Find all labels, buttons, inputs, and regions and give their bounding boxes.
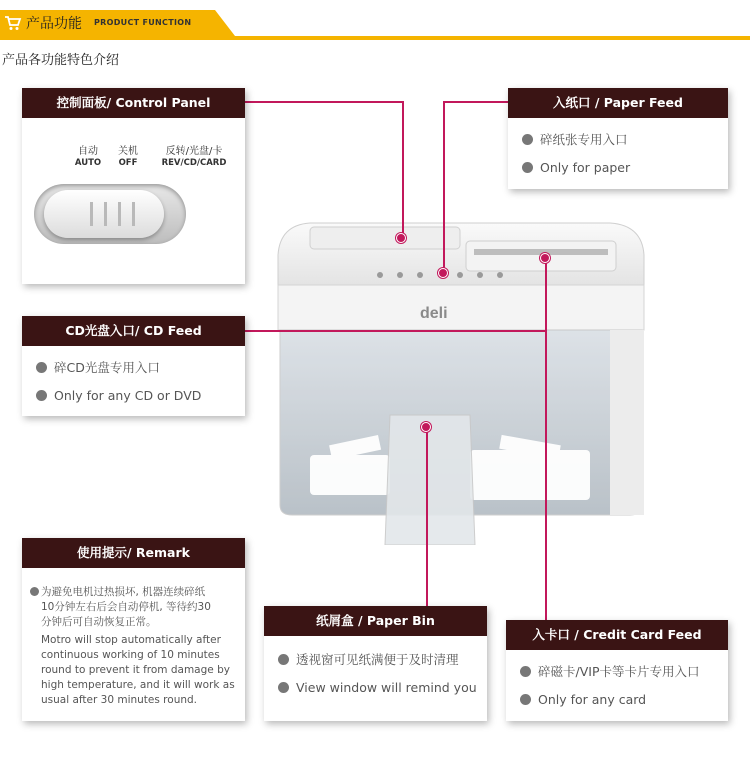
bullet-icon [522, 134, 533, 145]
switch-knob[interactable] [44, 190, 164, 238]
bullet-icon [36, 362, 47, 373]
remark-en-line: continuous working of 10 minutes [41, 649, 220, 661]
switch-rib [104, 202, 107, 226]
card-feed-item: 碎磁卡/VIP卡等卡片专用入口 [520, 662, 700, 680]
card-feed-item: Only for any card [520, 692, 646, 707]
bullet-icon [36, 390, 47, 401]
brand-logo: deli [420, 305, 448, 322]
switch-rib [118, 202, 121, 226]
header-underline [0, 36, 750, 40]
remark-en-line: usual after 30 minutes round. [41, 694, 198, 706]
bullet-icon [520, 666, 531, 677]
switch-rib [132, 202, 135, 226]
pin-paper [438, 268, 448, 278]
switch-rib [90, 202, 93, 226]
connector-bin-v [426, 427, 428, 607]
cart-icon [4, 14, 22, 32]
cp-label-off: 关机 OFF [118, 146, 138, 168]
connector-control-v [402, 101, 404, 238]
bullet-icon [522, 162, 533, 173]
bullet-icon [278, 682, 289, 693]
connector-card-v [545, 258, 547, 622]
pin-control [396, 233, 406, 243]
bullet-icon [278, 654, 289, 665]
control-panel-card [22, 88, 245, 284]
card-feed-title: 入卡口 / Credit Card Feed [506, 620, 728, 650]
page-subtitle: 产品各功能特色介绍 [2, 53, 120, 68]
control-panel-title: 控制面板/ Control Panel [22, 88, 245, 118]
paper-feed-card [508, 88, 728, 189]
cd-feed-card [22, 316, 245, 416]
remark-en-line: round to prevent it from damage by [41, 664, 230, 676]
remark-cn-line: 10分钟左右后会自动停机, 等待约30 [41, 601, 211, 613]
connector-cd-h [245, 330, 547, 332]
connector-paper-v [443, 101, 445, 273]
paper-feed-item: Only for paper [522, 160, 630, 175]
remark-title: 使用提示/ Remark [22, 538, 245, 568]
cd-feed-title: CD光盘入口/ CD Feed [22, 316, 245, 346]
header-title-cn: 产品功能 [26, 16, 82, 32]
shredder-image [270, 215, 650, 575]
remark-card [22, 538, 245, 721]
bullet-icon [30, 587, 39, 596]
paper-bin-card [264, 606, 487, 721]
header-title-en: PRODUCT FUNCTION [94, 18, 192, 27]
remark-cn-line: 分钟后可自动恢复正常。 [41, 616, 157, 628]
card-feed-card [506, 620, 728, 721]
paper-bin-title: 纸屑盒 / Paper Bin [264, 606, 487, 636]
paper-feed-title: 入纸口 / Paper Feed [508, 88, 728, 118]
cd-feed-item: Only for any CD or DVD [36, 388, 201, 403]
header-banner [0, 10, 750, 40]
remark-cn-line: 为避免电机过热损坏, 机器连续碎纸 [30, 584, 205, 599]
pin-bin [421, 422, 431, 432]
connector-control-h [245, 101, 403, 103]
remark-en-line: Motro will stop automatically after [41, 634, 221, 646]
pin-card [540, 253, 550, 263]
cp-label-rev: 反转/光盘/卡 REV/CD/CARD [161, 146, 227, 168]
mode-switch[interactable] [34, 184, 186, 244]
connector-paper-h [443, 101, 508, 103]
cd-feed-item: 碎CD光盘专用入口 [36, 358, 160, 376]
paper-bin-item: View window will remind you [278, 680, 477, 695]
cp-label-auto: 自动 AUTO [74, 146, 102, 168]
paper-feed-item: 碎纸张专用入口 [522, 130, 628, 148]
paper-bin-item: 透视窗可见纸满便于及时清理 [278, 650, 459, 668]
remark-en-line: high temperature, and it will work as [41, 679, 235, 691]
bullet-icon [520, 694, 531, 705]
